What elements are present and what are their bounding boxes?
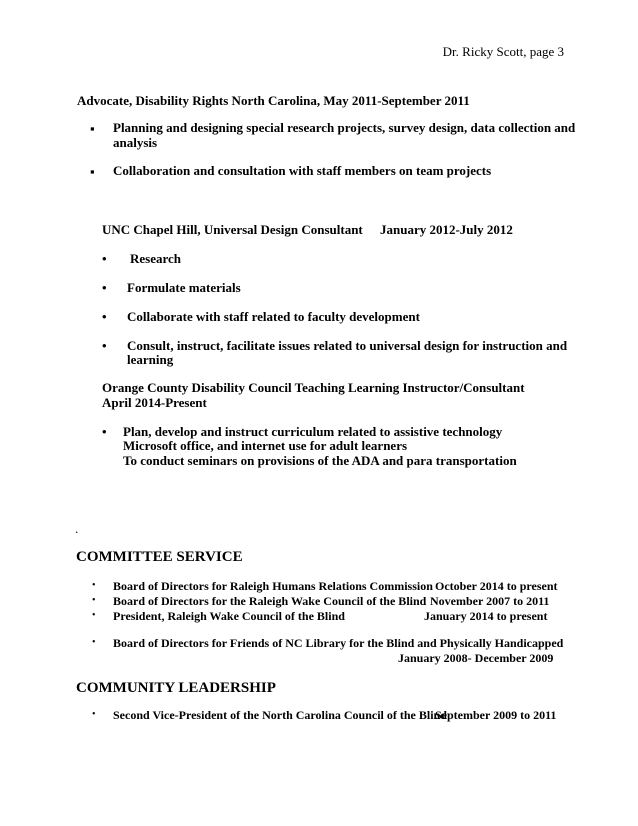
orange-dates: April 2014-Present <box>102 395 207 410</box>
unc-dates: January 2012-July 2012 <box>380 222 513 237</box>
unc-item-1: Research <box>130 251 182 266</box>
committee-item-1: Board of Directors for Raleigh Humans Relations Commission <box>113 579 433 593</box>
bullet-icon: • <box>102 280 107 295</box>
bullet-icon: • <box>92 709 96 720</box>
unc-item-4: Consult, instruct, facilitate issues related to universal design for instruction and <box>127 338 568 353</box>
orange-line-1: Plan, develop and instruct curriculum related to assistive technology <box>123 424 503 439</box>
advocate-item-1-cont: analysis <box>113 135 158 150</box>
committee-item-4-date: January 2008- December 2009 <box>398 651 554 665</box>
bullet-icon: • <box>92 580 96 591</box>
unc-title: UNC Chapel Hill, Universal Design Consultant <box>102 222 363 237</box>
community-item-1: Second Vice-President of the North Carolina Council of the Blind <box>113 708 447 722</box>
community-heading: COMMUNITY LEADERSHIP <box>76 680 276 696</box>
unc-item-3: Collaborate with staff related to faculty development <box>127 309 420 324</box>
committee-item-1-date: October 2014 to present <box>435 579 558 593</box>
committee-item-4: Board of Directors for Friends of NC Library for the Blind and Physically Handicapped <box>113 636 564 650</box>
committee-heading: COMMITTEE SERVICE <box>76 549 243 565</box>
bullet-icon: • <box>92 595 96 606</box>
committee-item-2: Board of Directors for the Raleigh Wake Council of the Blind <box>113 594 427 608</box>
committee-item-3: President, Raleigh Wake Council of the Blind <box>113 609 345 623</box>
bullet-icon: • <box>102 424 107 439</box>
orange-line-3: To conduct seminars on provisions of the ADA and para transportation <box>123 453 517 468</box>
bullet-icon: • <box>92 610 96 621</box>
bullet-icon: • <box>102 309 107 324</box>
square-bullet-icon: ▪ <box>90 121 95 136</box>
stray-mark: . <box>75 521 79 536</box>
page-header: Dr. Ricky Scott, page 3 <box>442 44 564 59</box>
orange-title: Orange County Disability Council Teaching Learning Instructor/Consultant <box>102 380 525 395</box>
square-bullet-icon: ▪ <box>90 164 95 179</box>
orange-line-2: Microsoft office, and internet use for adult learners <box>123 438 408 453</box>
advocate-item-2: Collaboration and consultation with staff members on team projects <box>113 163 492 178</box>
committee-item-2-date: November 2007 to 2011 <box>430 594 550 608</box>
community-item-1-date: September 2009 to 2011 <box>435 708 557 722</box>
advocate-item-1: Planning and designing special research projects, survey design, data collection and <box>113 120 576 135</box>
unc-item-2: Formulate materials <box>127 280 241 295</box>
bullet-icon: • <box>102 338 107 353</box>
unc-item-4-cont: learning <box>127 352 174 367</box>
bullet-icon: • <box>102 251 107 266</box>
committee-item-3-date: January 2014 to present <box>424 609 548 623</box>
advocate-title: Advocate, Disability Rights North Carolina, May 2011-September 2011 <box>77 93 470 108</box>
bullet-icon: • <box>92 637 96 648</box>
